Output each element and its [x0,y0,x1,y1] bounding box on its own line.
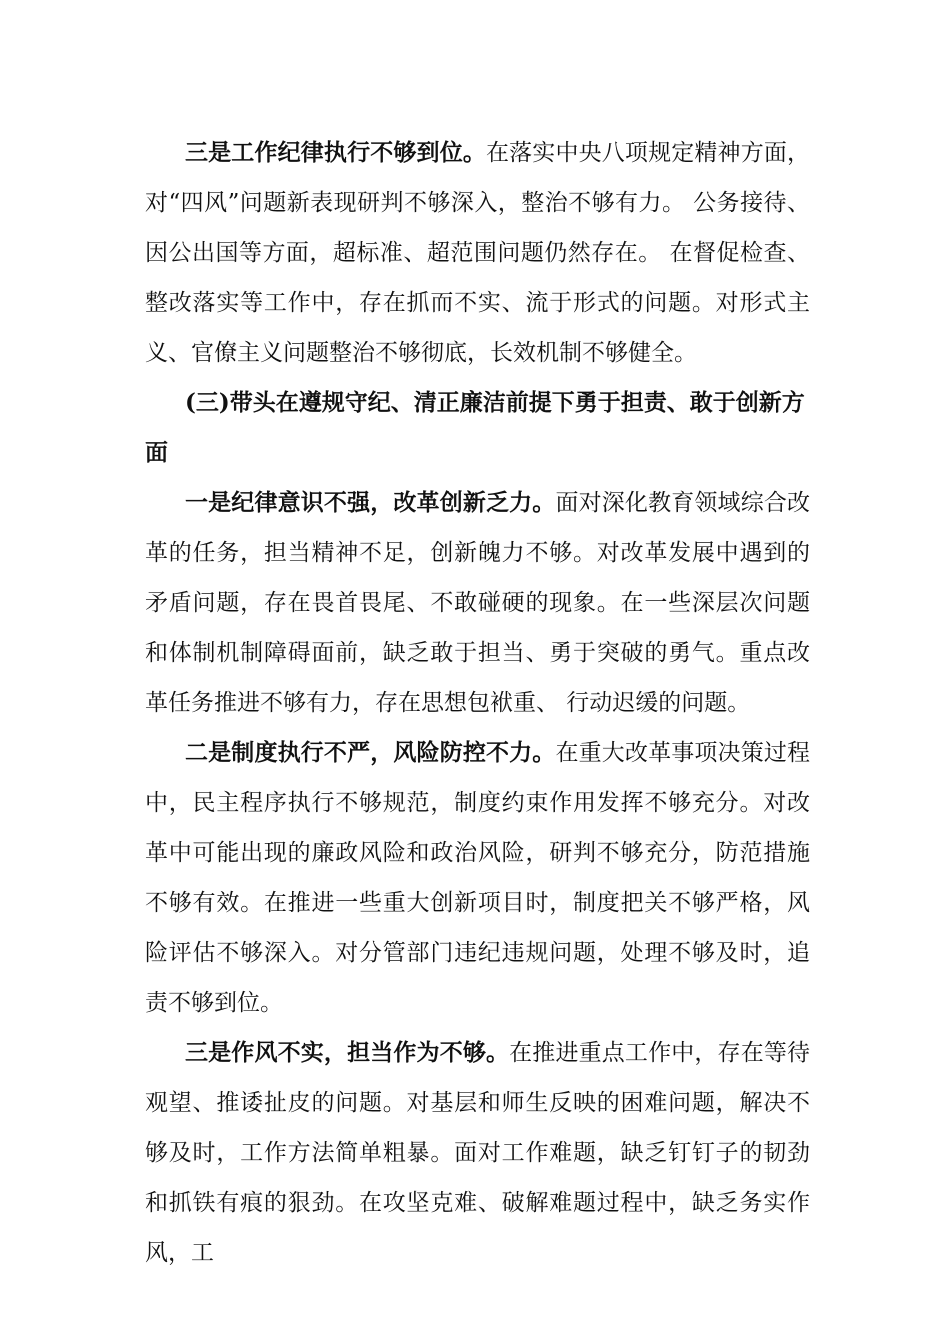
paragraph-body: 在重大改革事项决策过程中，民主程序执行不够规范，制度约束作用发挥不够充分。对改革中可能出现的廉政风险和政治风险，研判不够充分，防范措施不够有效。在推进一些重大创新项目时，制度把关不够严格，风险评估不够深入。对分管部门违纪违规问题，处理不够及时，追责不够到位。 [145,740,811,1016]
paragraph-lead: 三是作风不实，担当作为不够。 [185,1039,510,1066]
paragraph-lead: 三是工作纪律执行不够到位。 [185,139,486,166]
section-heading: (三)带头在遵规守纪、清正廉洁前提下勇于担责、敢于创新方面 [145,389,805,466]
paragraph-risk-control [145,728,810,1028]
paragraph-work-style [145,1028,810,1278]
document-page [145,128,810,1278]
paragraph-body: 在落实中央八项规定精神方面，对“四风”问题新表现研判不够深入，整治不够有力。 公务接待、因公出国等方面，超标准、超范围问题仍然存在。 在督促检查、整改落实等工作中，存在抓而不实、流于形式的问题。对形式主义、官僚主义问题整治不够彻底，长效机制不够健全。 [145,140,811,366]
paragraph-body: 在推进重点工作中，存在等待观望、推诿扯皮的问题。对基层和师生反映的困难问题，解决不够及时，工作方法简单粗暴。面对工作难题，缺乏钉钉子的韧劲和抓铁有痕的狠劲。在攻坚克难、破解难题过程中，缺乏务实作风，工 [145,1040,811,1266]
paragraph-lead: 二是制度执行不严，风险防控不力。 [185,739,556,766]
paragraph-work-discipline [145,128,810,378]
paragraph-reform-innovation [145,478,810,728]
paragraph-body: 面对深化教育领域综合改革的任务，担当精神不足，创新魄力不够。对改革发展中遇到的矛盾问题，存在畏首畏尾、不敢碰硬的现象。在一些深层次问题和体制机制障碍面前，缺乏敢于担当、勇于突破的勇气。重点改革任务推进不够有力，存在思想包袱重、 行动迟缓的问题。 [145,490,811,716]
paragraph-lead: 一是纪律意识不强，改革创新乏力。 [185,489,556,516]
